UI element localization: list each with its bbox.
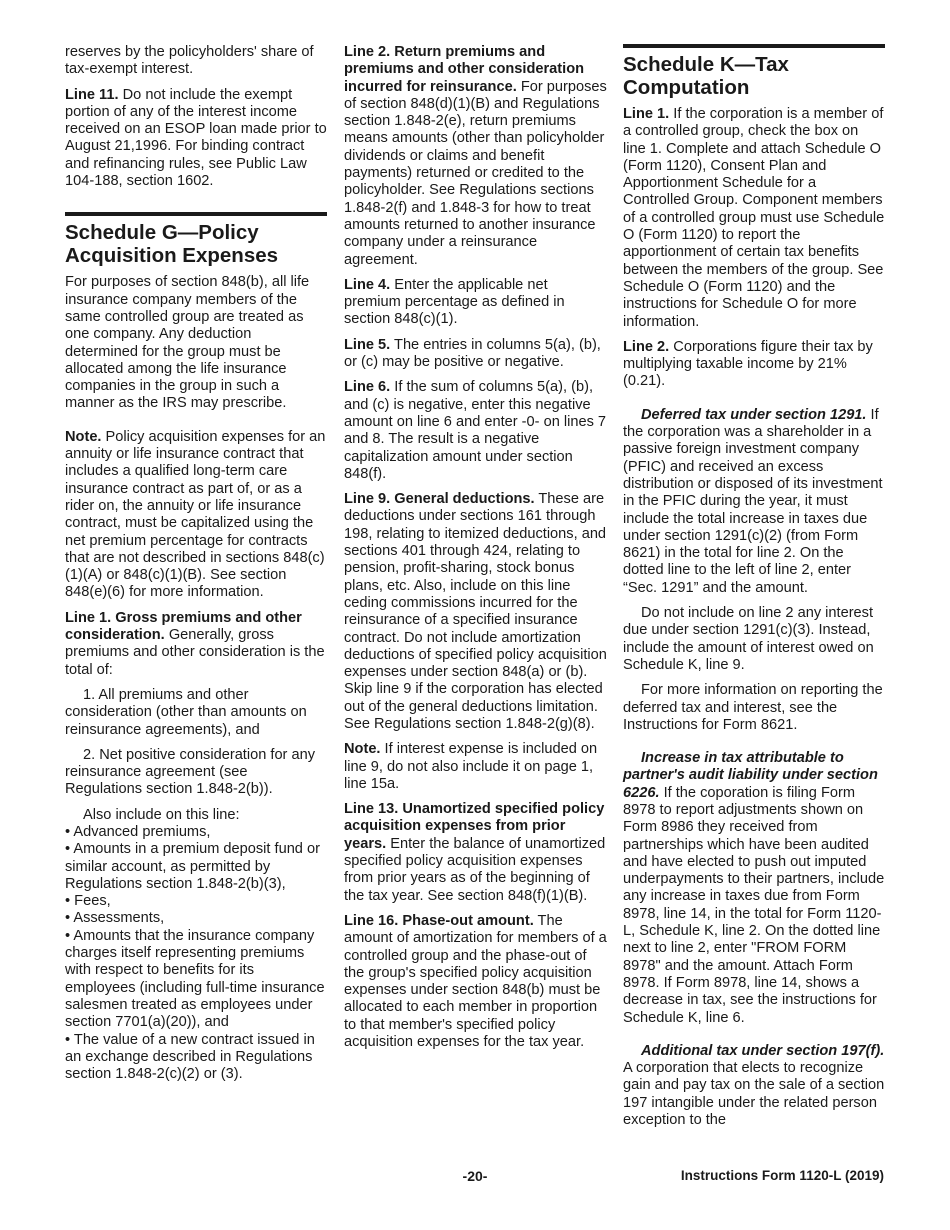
schedule-g-intro: For purposes of section 848(b), all life insurance company members of the same controlled group are treated as one company. Any deduction determined for the group must be allocated among the life insurance companies in the group in such a manner as the IRS may prescribe. xyxy=(65,274,310,412)
increase-tax-heading: Increase in tax attributable to partner's audit liability under section 6226. xyxy=(623,750,878,801)
line-6-heading: Line 6. xyxy=(344,379,391,396)
note-heading: Note. xyxy=(344,741,381,758)
increase-tax-text: If the coporation is filing Form 8978 to report adjustments shown on Form 8986 they received from partnerships which have been audited and have elected to push out imputed underpayments to their partners, include any increase in taxes due from Form 8978, line 14, in the total for Form 1120-L, Schedule K, line 2. On the dotted line next to line 2, enter "FROM FORM 8978" and the amount. Attach Form 8978. If Form 8978, line 14, shows a decrease in tax, see the instructions for Schedule K, line 6. xyxy=(623,784,885,1026)
note-heading: Note. xyxy=(65,428,102,445)
line-11-text: Do not include the exempt portion of any of the interest income received on an ESOP loan made prior to August 21,1996. For binding contract and refinancing rules, see Public Law 104-188, section 1602. xyxy=(65,86,327,190)
note-paragraph xyxy=(344,741,607,793)
line-1-heading: Line 1. xyxy=(623,106,670,122)
document-title: Instructions Form 1120-L (2019) xyxy=(680,1168,884,1183)
schedule-k-title: Schedule K—Tax Computation xyxy=(623,53,789,99)
additional-tax-text: A corporation that elects to recognize gain and pay tax on the sale of a section 197 intangible under the related person exception to the xyxy=(623,1060,885,1129)
line-1-text: If the corporation is a member of a controlled group, check the box on line 1. Complete and attach Schedule O (Form 1120), Consent Plan and Apportionment Schedule for a Controlled Group. Component members of a controlled group must use Schedule O (Form 1120) to report the apportionment of certain tax benefits between the members of the group. See Schedule O (Form 1120) and the instructions for Schedule O for more information. xyxy=(623,106,885,330)
line-9-paragraph xyxy=(344,491,607,733)
bullet-item: • Assessments, xyxy=(65,910,165,927)
line-16-heading: Line 16. Phase-out amount. xyxy=(344,912,534,929)
column-2 xyxy=(344,44,607,1059)
do-not-include-paragraph: Do not include on line 2 any interest due under section 1291(c)(3). Instead, include the amount of interest owed on Schedule K, line 9. xyxy=(623,605,874,673)
line-13-text: Enter the balance of unamortized specified policy acquisition expenses from prior years as of the beginning of the tax year. See section 848(f)(1)(B). xyxy=(344,835,606,904)
page-number: -20- xyxy=(462,1168,488,1184)
continued-paragraph: reserves by the policyholders' share of tax-exempt interest. xyxy=(65,44,314,78)
line-1-heading: Line 1. Gross premiums and other consideration. xyxy=(65,609,302,644)
line-5-paragraph xyxy=(344,337,607,372)
line-1-paragraph xyxy=(65,610,327,679)
column-3 xyxy=(623,44,885,1137)
bullet-item: • Amounts that the insurance company charges itself representing premiums with respect to benefits for its employees (including full-time insurance salesmen treated as employees under section 7701(a)(20)), and xyxy=(65,927,325,1031)
additional-tax-paragraph xyxy=(623,1043,885,1129)
line-11-paragraph xyxy=(65,87,327,191)
line-11-heading: Line 11. xyxy=(65,86,119,103)
line-9-heading: Line 9. General deductions. xyxy=(344,491,535,508)
line-2-paragraph xyxy=(344,44,607,269)
bullet-item: • Advanced premiums, xyxy=(65,823,211,840)
schedule-g-title: Schedule G—Policy Acquisition Expenses xyxy=(65,221,279,267)
line-13-paragraph xyxy=(344,801,607,905)
line-16-paragraph xyxy=(344,913,607,1051)
line-2-heading: Line 2. Return premiums and premiums and other consideration incurred for reinsurance. xyxy=(344,44,585,95)
line-4-heading: Line 4. xyxy=(344,276,391,293)
section-rule xyxy=(65,212,327,216)
list-item-2: 2. Net positive consideration for any reinsurance agreement (see Regulations section 1.848-2(b)). xyxy=(65,746,316,798)
bullet-item: • The value of a new contract issued in an exchange described in Regulations section 1.848-2(c)(2) or (3). xyxy=(65,1031,315,1083)
line-2-heading: Line 2. xyxy=(623,338,670,355)
bullet-item: • Amounts in a premium deposit fund or similar account, as permitted by Regulations section 1.848-2(b)(3), xyxy=(65,841,320,892)
list-item-1: 1. All premiums and other consideration (other than amounts on reinsurance agreements), and xyxy=(65,686,307,738)
increase-tax-paragraph xyxy=(623,750,885,1027)
line-2-text: Corporations figure their tax by multiplying taxable income by 21% (0.21). xyxy=(623,338,873,390)
line-2-text: For purposes of section 848(d)(1)(B) and Regulations section 1.848-2(e), return premiums means amounts (other than policyholder dividends or claims and benefit payments) returned or credited to the policyholder. See Regulations sections 1.848-2(f) and 1.848-3 for how to treat amounts returned to another insurance company under a reinsurance agreement. xyxy=(344,78,607,268)
line-4-paragraph xyxy=(344,277,607,329)
note-text: If interest expense is included on line 9, do not also include it on page 1, line 15a. xyxy=(344,741,598,792)
line-9-text: These are deductions under sections 161 through 198, relating to itemized deductions, and sections 401 through 424, relating to pension, profit-sharing, stock bonus plans, etc. Also, include on this line ceding commissions incurred for the reinsurance of a specified insurance contract. Do not include amortization deductions of specified policy acquisition expenses under section 848(a) or (b). Skip line 9 if the corporation has elected out of the general deductions limitation. See Regulations section 1.848-2(g)(8). xyxy=(344,491,607,732)
line-2-paragraph xyxy=(623,339,885,391)
column-1 xyxy=(65,44,327,1083)
line-6-text: If the sum of columns 5(a), (b), and (c) is negative, enter this negative amount on line 6 and enter -0- on lines 7 and 8. The result is a negative capitalization amount under section 848(f). xyxy=(344,379,607,482)
section-rule xyxy=(623,44,885,48)
line-16-text: The amount of amortization for members of a controlled group and the phase-out of the group's specified policy acquisition expenses under section 848(b) must be allocated to each member in proportion to that member's specified policy acquisition expenses for the tax year. xyxy=(344,912,607,1051)
note-text: Policy acquisition expenses for an annuity or life insurance contract that includes a qualified long-term care insurance contract as part of, or as a rider on, the annuity or life insurance contract, must be capitalized using the net premium percentage for contracts that are not described in sections 848(c)(1)(A) or 848(c)(1)(B). See section 848(e)(6) for more information. xyxy=(65,428,326,601)
also-include: Also include on this line: xyxy=(83,806,240,823)
deferred-tax-text: If the corporation was a shareholder in a passive foreign investment company (PFIC) and received an excess distribution or disposed of its investment in the PFIC during the year, it must include the total increase in taxes due under section 1291(c)(2) (from Form 8621) in the total for line 2. On the dotted line to the left of line 2, enter “Sec. 1291” and the amount. xyxy=(623,406,883,596)
line-1-paragraph xyxy=(623,106,885,331)
line-4-text: Enter the applicable net premium percentage as defined in section 848(c)(1). xyxy=(344,276,565,328)
bullet-item: • Fees, xyxy=(65,893,111,910)
line-5-text: The entries in columns 5(a), (b), or (c) may be positive or negative. xyxy=(344,336,601,371)
deferred-tax-paragraph xyxy=(623,407,885,597)
note-paragraph xyxy=(65,429,327,602)
line-6-paragraph xyxy=(344,379,607,483)
additional-tax-heading: Additional tax under section 197(f). xyxy=(641,1042,885,1059)
line-1-text: Generally, gross premiums and other consideration is the total of: xyxy=(65,627,325,678)
line-5-heading: Line 5. xyxy=(344,336,391,353)
line-13-heading: Line 13. Unamortized specified policy acquisition expenses from prior years. xyxy=(344,801,605,852)
more-info-paragraph: For more information on reporting the deferred tax and interest, see the Instructions for Form 8621. xyxy=(623,682,883,733)
deferred-tax-heading: Deferred tax under section 1291. xyxy=(641,406,867,423)
